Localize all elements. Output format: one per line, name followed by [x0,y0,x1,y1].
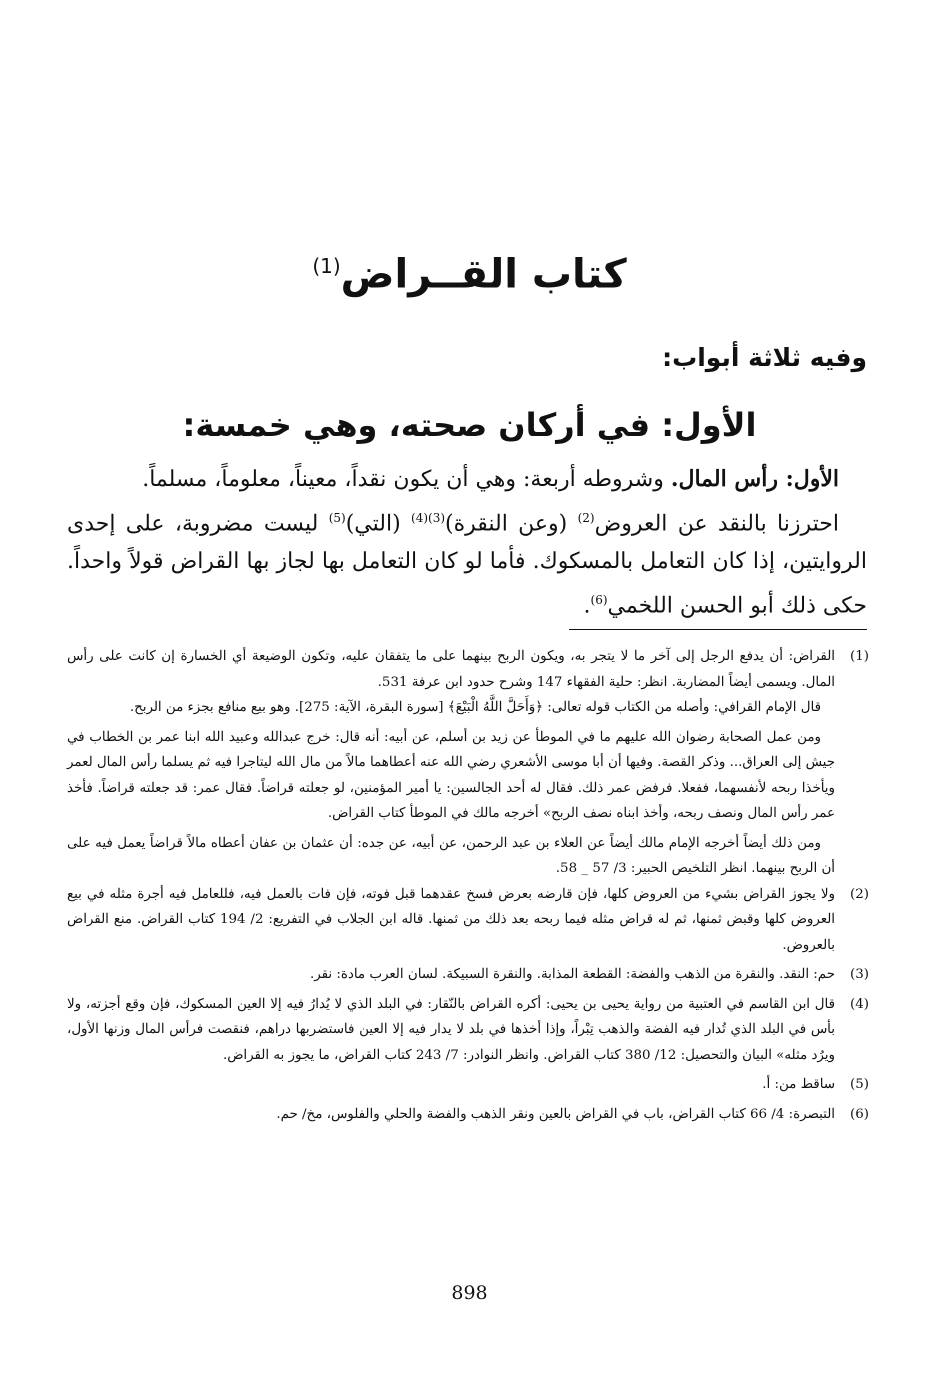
note-ref: (5) [328,511,346,525]
footnote-paragraph: قال الإمام القرافي: وأصله من الكتاب قوله تعالى: ﴿وَأَحَلَّ اللَّهُ الْبَيْعَ﴾ [سورة البقرة، الآية: 275]. وهو بيع منافع بجزء من الربح. [129,700,821,715]
note-ref: (6) [590,593,608,608]
footnote-2 [67,882,869,959]
text-run: احترزنا بالنقد عن العروض [594,511,839,537]
text-run: (وعن النقرة) [445,511,578,537]
footnote-paragraph: ومن ذلك أيضاً أخرجه الإمام مالك أيضاً عن العلاء بن عبد الرحمن، عن أبيه، عن جده: أن عثمان بن عفان أعطاه مالاً قراضاً يعمل فيه على أن الربح بينهما. انظر التلخيص الحبير: 3/ 57 _ 58. [67,835,835,876]
page-number: 898 [451,1282,488,1304]
footnote-paragraph: ساقط من: أ. [762,1077,835,1092]
paragraph-capital [67,460,867,499]
footnote-number: (5) [850,1077,869,1092]
subheading: وفيه ثلاثة أبواب: [662,343,867,372]
paragraph-text: وشروطه أربعة: وهي أن يكون نقداً، معيناً، معلوماً، مسلماً. [142,467,671,492]
footnote-number: (6) [850,1106,869,1122]
note-ref: (2) [577,511,595,525]
footnote-number: (4) [850,996,869,1012]
text-run: ليست مضروبة، على إحدى الروايتين، إذا كان التعامل بالمسكوك. فأما لو كان التعامل بها لجاز بها القراض قولاً واحداً. حكى ذلك أبو الحسن اللخمي [67,511,867,619]
footnote-4 [67,992,869,1069]
footnote-number: (3) [850,967,869,982]
footnote-body [67,962,835,988]
footnote-number: (1) [850,649,869,664]
text-run: (التي) [345,511,411,537]
footnote-number: (2) [850,886,869,902]
footnote-3 [67,962,869,988]
footnote-body [67,882,835,959]
footnotes [67,644,869,1127]
paragraph-exclusion [67,499,867,626]
footnote-separator [569,629,867,630]
footnote-1 [67,644,869,882]
footnote-paragraph: ومن عمل الصحابة رضوان الله عليهم ما في الموطأ عن زيد بن أسلم، عن أبيه: أنه قال: خرج عبدالله وعبيد الله ابنا عمر بن الخطاب في جيش إلى العراق... وذكر القصة. وفيها أن أبا موسى الأشعري رضي الله عنه أعطاهما مالاً من مال الله ليتاجرا فيه ثم يسلما رأس المال لعمر ويأخذا ربحه لأنفسهما، ففعلا. فرفض عمر ذلك. فقال له أحد الجالسين: يا أمير المؤمنين، لو جعلته قراضاً. فقال عمر: قد جعلته قراضاً. فأخذ عمر رأس المال ونصف ربحه، وأخذ ابناه نصف الربح» أخرجه مالك في الموطأ كتاب القراض. [67,729,835,821]
footnote-5 [67,1072,869,1098]
chapter-title-text: كتاب القــراض [340,251,627,298]
footnote-paragraph: ولا يجوز القراض بشيء من العروض كلها، فإن قارضه بعرض فسخ عقدهما قبل فوته، فإن فات بالعمل فيه، فللعامل فيه أجرة مثله في بيع العروض كلها وقبض ثمنها، ثم له قراض مثله فيما ربحه بعد ذلك من ثمنها. قاله ابن الجلاب في التفريع: 2/ 194 كتاب القراض. منع القراض بالعروض. [67,886,835,953]
footnote-body [67,1072,835,1098]
footnote-paragraph: قال ابن القاسم في العتبية من رواية يحيى بن يحيى: أكره القراض بالنّقار: في البلد الذي لا يُدارُ فيه إلا العين المسكوك، فإن وقع أجزته، ولا بأس في البلد الذي تُدار فيه الفضة والذهب تِبْراً، وإذا أخذها في بلد لا يدار فيه إلا العين فاستضربها دراهم، فنقصت فرأس المال وزنها الأول، ويرُد مثله» البيان والتحصيل: 12/ 380 كتاب القراض. وانظر النوادر: 7/ 243 كتاب القراض، ما يجوز به القراض. [67,996,835,1063]
footnote-paragraph: التبصرة: 4/ 66 كتاب القراض، باب في القراض بالعين ونقر الذهب والفضة والحلي والفلوس، مخ/ حم. [276,1106,835,1122]
paragraph-lead: الأول: رأس المال. [670,466,839,492]
footnote-body [67,992,835,1069]
chapter-title [0,238,939,302]
footnote-paragraph: القراض: أن يدفع الرجل إلى آخر ما لا يتجر به، ويكون الربح بينهما على ما يتفقان عليه، وتكون الوضيعة أي الخسارة إن كانت على رأس المال. ويسمى أيضاً المضاربة. انظر: حلية الفقهاء 147 وشرح حدود ابن عرفة 531. [67,649,835,690]
main-text [67,460,867,626]
chapter-note-ref: (1) [312,254,341,278]
footnote-paragraph: حم: النقد. والنقرة من الذهب والفضة: القطعة المذابة. والنقرة السبيكة. لسان العرب مادة: نقر. [309,967,835,982]
section-heading: الأول: في أركان صحته، وهي خمسة: [182,406,757,444]
footnote-body [67,644,835,882]
footnote-6 [67,1102,869,1128]
note-ref: (3)(4) [411,511,446,525]
text-run: . [583,593,591,619]
footnote-body [67,1102,835,1128]
